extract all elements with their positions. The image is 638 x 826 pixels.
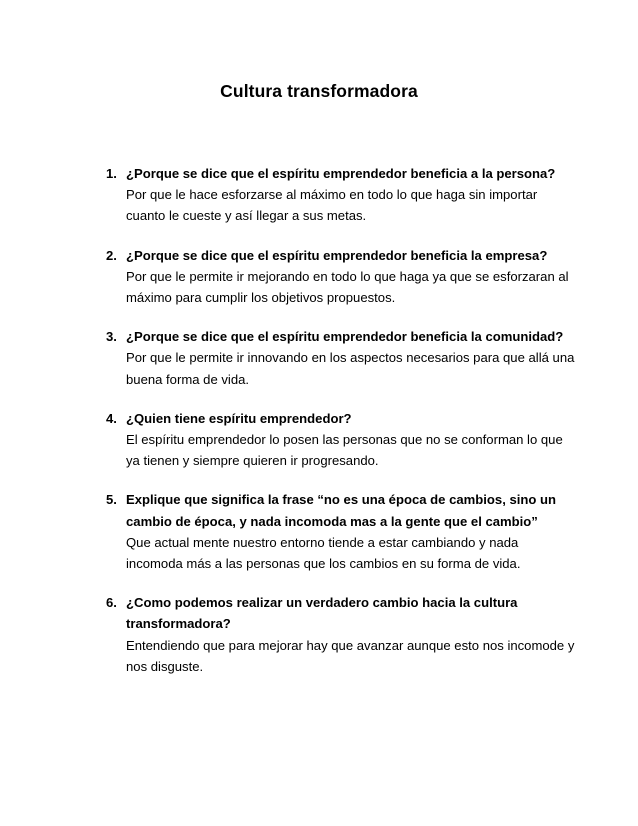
question-item-6 [106, 592, 576, 677]
question-number: 4. [106, 410, 117, 426]
question-number: 3. [106, 329, 117, 345]
answer-text: Por que le permite ir innovando en los aspectos necesarios para que allá una buena forma de vida. [126, 350, 575, 387]
question-text: Explique que significa la frase “no es una época de cambios, sino un cambio de época, y nada incomoda mas a la gente que el cambio” [126, 492, 557, 529]
question-text: ¿Porque se dice que el espíritu emprendedor beneficia la empresa? [126, 247, 548, 263]
answer-text: Por que le hace esforzarse al máximo en todo lo que haga sin importar cuanto le cueste y así llegar a sus metas. [126, 187, 538, 224]
question-item-4 [106, 408, 576, 472]
question-number: 6. [106, 595, 117, 611]
answer-text: Que actual mente nuestro entorno tiende a estar cambiando y nada incomoda más a las personas que los cambios en su forma de vida. [126, 534, 521, 572]
answer-text: El espíritu emprendedor lo posen las personas que no se conforman lo que ya tienen y siempre quieren ir progresando. [126, 432, 563, 469]
question-list [106, 163, 576, 695]
question-item-1 [106, 163, 576, 227]
question-text: ¿Quien tiene espíritu emprendedor? [126, 410, 352, 426]
question-number: 5. [106, 492, 117, 508]
question-item-3 [106, 326, 576, 390]
answer-text: Entendiendo que para mejorar hay que avanzar aunque esto nos incomode y nos disguste. [126, 637, 575, 674]
question-item-5 [106, 489, 576, 574]
question-item-2 [106, 245, 576, 309]
question-text: ¿Como podemos realizar un verdadero cambio hacia la cultura transformadora? [126, 595, 518, 632]
question-text: ¿Porque se dice que el espíritu emprendedor beneficia a la persona? [126, 166, 556, 181]
question-text: ¿Porque se dice que el espíritu emprendedor beneficia la comunidad? [126, 329, 564, 345]
document-title: Cultura transformadora [220, 81, 418, 101]
question-number: 2. [106, 247, 117, 263]
question-number: 1. [106, 166, 117, 181]
answer-text: Por que le permite ir mejorando en todo lo que haga ya que se esforzaran al máximo para cumplir los objetivos propuestos. [126, 268, 569, 306]
